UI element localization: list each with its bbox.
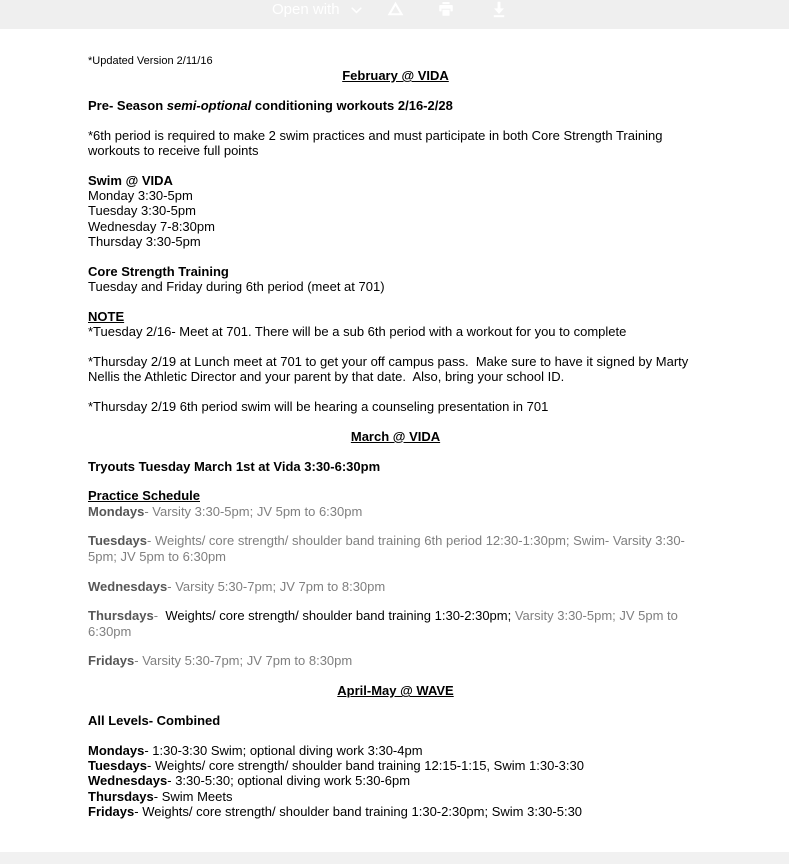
swim-heading: Swim @ VIDA — [88, 172, 173, 188]
april-row-wednesdays: Wednesdays- 3:30-5:30; optional diving work 5:30-6pm — [88, 773, 411, 789]
march-row-mondays: Mondays- Varsity 3:30-5pm; JV 5pm to 6:30pm — [88, 503, 363, 519]
swim-schedule-line: Wednesday 7-8:30pm — [88, 218, 215, 234]
march-row-tuesdays: Tuesdays- Weights/ core strength/ shoulder band training 6th period 12:30-1:30pm; Swim- Varsity 3:30-5pm; JV 5pm to 6:30pm — [88, 533, 685, 564]
page-bottom-gap — [0, 852, 789, 864]
core-line: Tuesday and Friday during 6th period (meet at 701) — [88, 278, 385, 294]
note-heading: NOTE — [88, 308, 125, 324]
core-strength-section — [88, 264, 703, 295]
chevron-down-icon — [351, 1, 362, 18]
april-may-schedule — [88, 743, 703, 819]
march-row-wednesdays: Wednesdays- Varsity 5:30-7pm; JV 7pm to 8:30pm — [88, 578, 386, 594]
swim-schedule-line: Monday 3:30-5pm — [88, 187, 193, 203]
sixth-period-note: *6th period is required to make 2 swim practices and must participate in both Core Strength Training workouts to receive full points — [88, 127, 667, 158]
note-line-3: *Thursday 2/19 6th period swim will be hearing a counseling presentation in 701 — [88, 398, 549, 414]
swim-schedule-line: Tuesday 3:30-5pm — [88, 203, 196, 219]
open-with-label: Open with — [272, 0, 340, 18]
april-row-tuesdays: Tuesdays- Weights/ core strength/ shoulder band training 12:15-1:15, Swim 1:30-3:30 — [88, 758, 584, 774]
preseason-line: Pre- Season semi-optional conditioning workouts 2/16-2/28 — [88, 97, 453, 113]
all-levels-line: All Levels- Combined — [88, 713, 221, 729]
core-heading: Core Strength Training — [88, 263, 229, 279]
title-february-text: February @ VIDA — [342, 68, 449, 83]
open-with-button[interactable] — [272, 0, 362, 18]
title-february — [88, 68, 703, 83]
march-row-fridays: Fridays- Varsity 5:30-7pm; JV 7pm to 8:30pm — [88, 653, 353, 669]
note-line-2: *Thursday 2/19 at Lunch meet at 701 to get your off campus pass. Make sure to have it signed by Marty Nellis the Athletic Director and your parent by that date. Also, bring your school ID. — [88, 353, 692, 385]
april-row-mondays: Mondays- 1:30-3:30 Swim; optional diving work 3:30-4pm — [88, 742, 423, 758]
updated-note: *Updated Version 2/11/16 — [88, 55, 213, 67]
title-march-text: March @ VIDA — [350, 428, 441, 444]
preview-toolbar — [0, 0, 789, 29]
note-section — [88, 309, 703, 340]
practice-schedule-section — [88, 488, 703, 519]
swim-section — [88, 173, 703, 249]
april-row-fridays: Fridays- Weights/ core strength/ shoulder band training 1:30-2:30pm; Swim 3:30-5:30 — [88, 804, 583, 819]
tryouts-line: Tryouts Tuesday March 1st at Vida 3:30-6:30pm — [88, 458, 381, 474]
document-page — [0, 29, 789, 819]
drive-icon[interactable] — [386, 0, 404, 18]
download-icon[interactable] — [490, 0, 508, 18]
print-icon[interactable] — [437, 0, 455, 18]
title-march — [88, 429, 703, 444]
title-april-may-text: April-May @ WAVE — [337, 683, 454, 699]
april-row-thursdays: Thursdays- Swim Meets — [88, 788, 233, 804]
practice-schedule-heading: Practice Schedule — [88, 488, 200, 504]
title-april-may — [88, 683, 703, 698]
march-row-thursdays: Thursdays- Weights/ core strength/ shoulder band training 1:30-2:30pm; Varsity 3:30-5pm; JV 5pm to 6:30pm — [88, 608, 682, 639]
swim-schedule-line: Thursday 3:30-5pm — [88, 233, 201, 249]
note-line-1: *Tuesday 2/16- Meet at 701. There will be a sub 6th period with a workout for you to complete — [88, 324, 627, 340]
